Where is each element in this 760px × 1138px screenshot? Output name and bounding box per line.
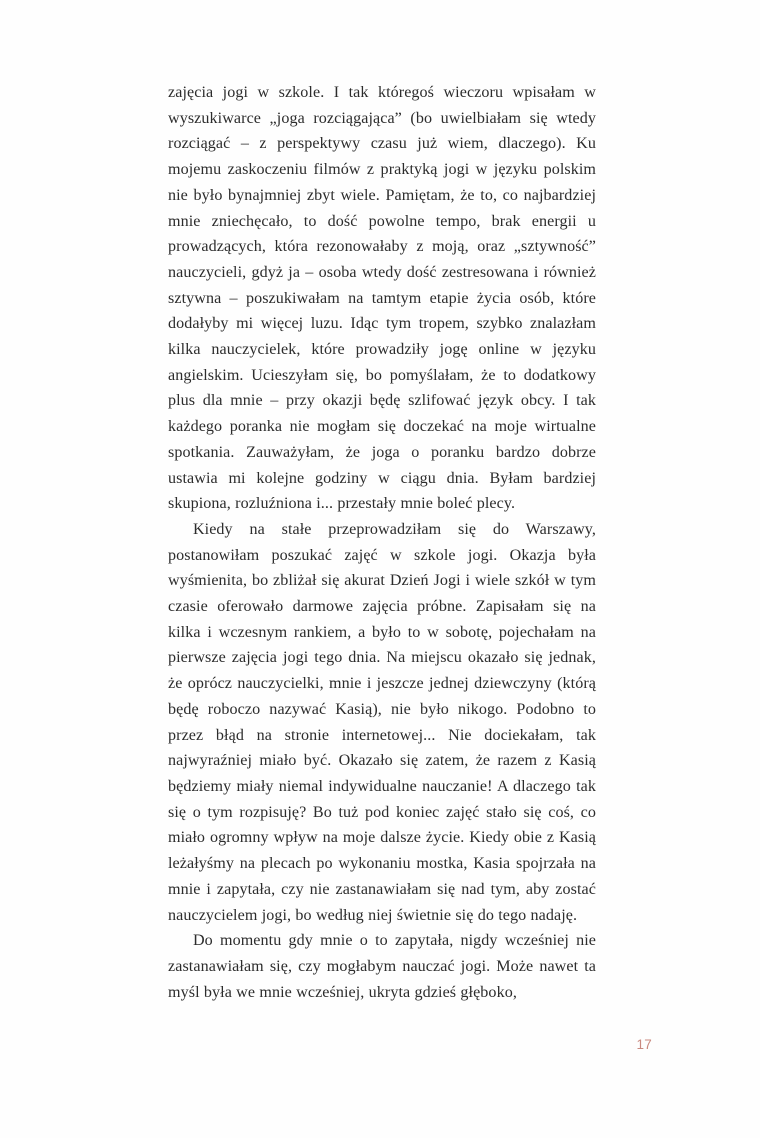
page-number: 17 — [636, 1037, 652, 1052]
paragraph: zajęcia jogi w szkole. I tak któregoś wieczoru wpisałam w wyszukiwarce „joga rozciągająca” (bo uwielbiałam się wtedy rozciągać – z perspektywy czasu już wiem, dlaczego). Ku mojemu zaskoczeniu filmów z praktyką jogi w języku polskim nie było bynajmniej zbyt wiele. Pamiętam, że to, co najbardziej mnie zniechęcało, to dość powolne tempo, brak energii u prowadzących, która rezonowałaby z moją, oraz „sztywność” nauczycieli, gdyż ja – osoba wtedy dość zestresowana i również sztywna – poszukiwałam na tamtym etapie życia osób, które dodałyby mi więcej luzu. Idąc tym tropem, szybko znalazłam kilka nauczycielek, które prowadziły jogę online w języku angielskim. Ucieszyłam się, bo pomyślałam, że to dodatkowy plus dla mnie – przy okazji będę szlifować język obcy. I tak każdego poranka nie mogłam się doczekać na moje wirtualne spotkania. Zauważyłam, że joga o poranku bardzo dobrze ustawia mi kolejne godziny w ciągu dnia. Byłam bardziej skupiona, rozluźniona i... przestały mnie boleć plecy. — [168, 84, 596, 513]
paragraph: Kiedy na stałe przeprowadziłam się do Warszawy, postanowiłam poszukać zajęć w szkole jogi. Okazja była wyśmienita, bo zbliżał się akurat Dzień Jogi i wiele szkół w tym czasie oferowało darmowe zajęcia próbne. Zapisałam się na kilka i wczesnym rankiem, a było to w sobotę, pojechałam na pierwsze zajęcia jogi tego dnia. Na miejscu okazało się jednak, że oprócz nauczycielki, mnie i jeszcze jednej dziewczyny (którą będę roboczo nazywać Kasią), nie było nikogo. Podobno to przez błąd na stronie internetowej... Nie dociekałam, tak najwyraźniej miało być. Okazało się zatem, że razem z Kasią będziemy miały niemal indywidualne nauczanie! A dlaczego tak się o tym rozpisuję? Bo tuż pod koniec zajęć stało się coś, co miało ogromny wpływ na moje dalsze życie. Kiedy obie z Kasią leżałyśmy na plecach po wykonaniu mostka, Kasia spojrzała na mnie i zapytała, czy nie zastanawiałam się nad tym, aby zostać nauczycielem jogi, bo według niej świetnie się do tego nadaję. — [168, 520, 596, 924]
body-text-column — [168, 80, 596, 1005]
paragraph: Do momentu gdy mnie o to zapytała, nigdy wcześniej nie zastanawiałam się, czy mogłabym nauczać jogi. Może nawet ta myśl była we mnie wcześniej, ukryta gdzieś głęboko, — [168, 932, 596, 1001]
